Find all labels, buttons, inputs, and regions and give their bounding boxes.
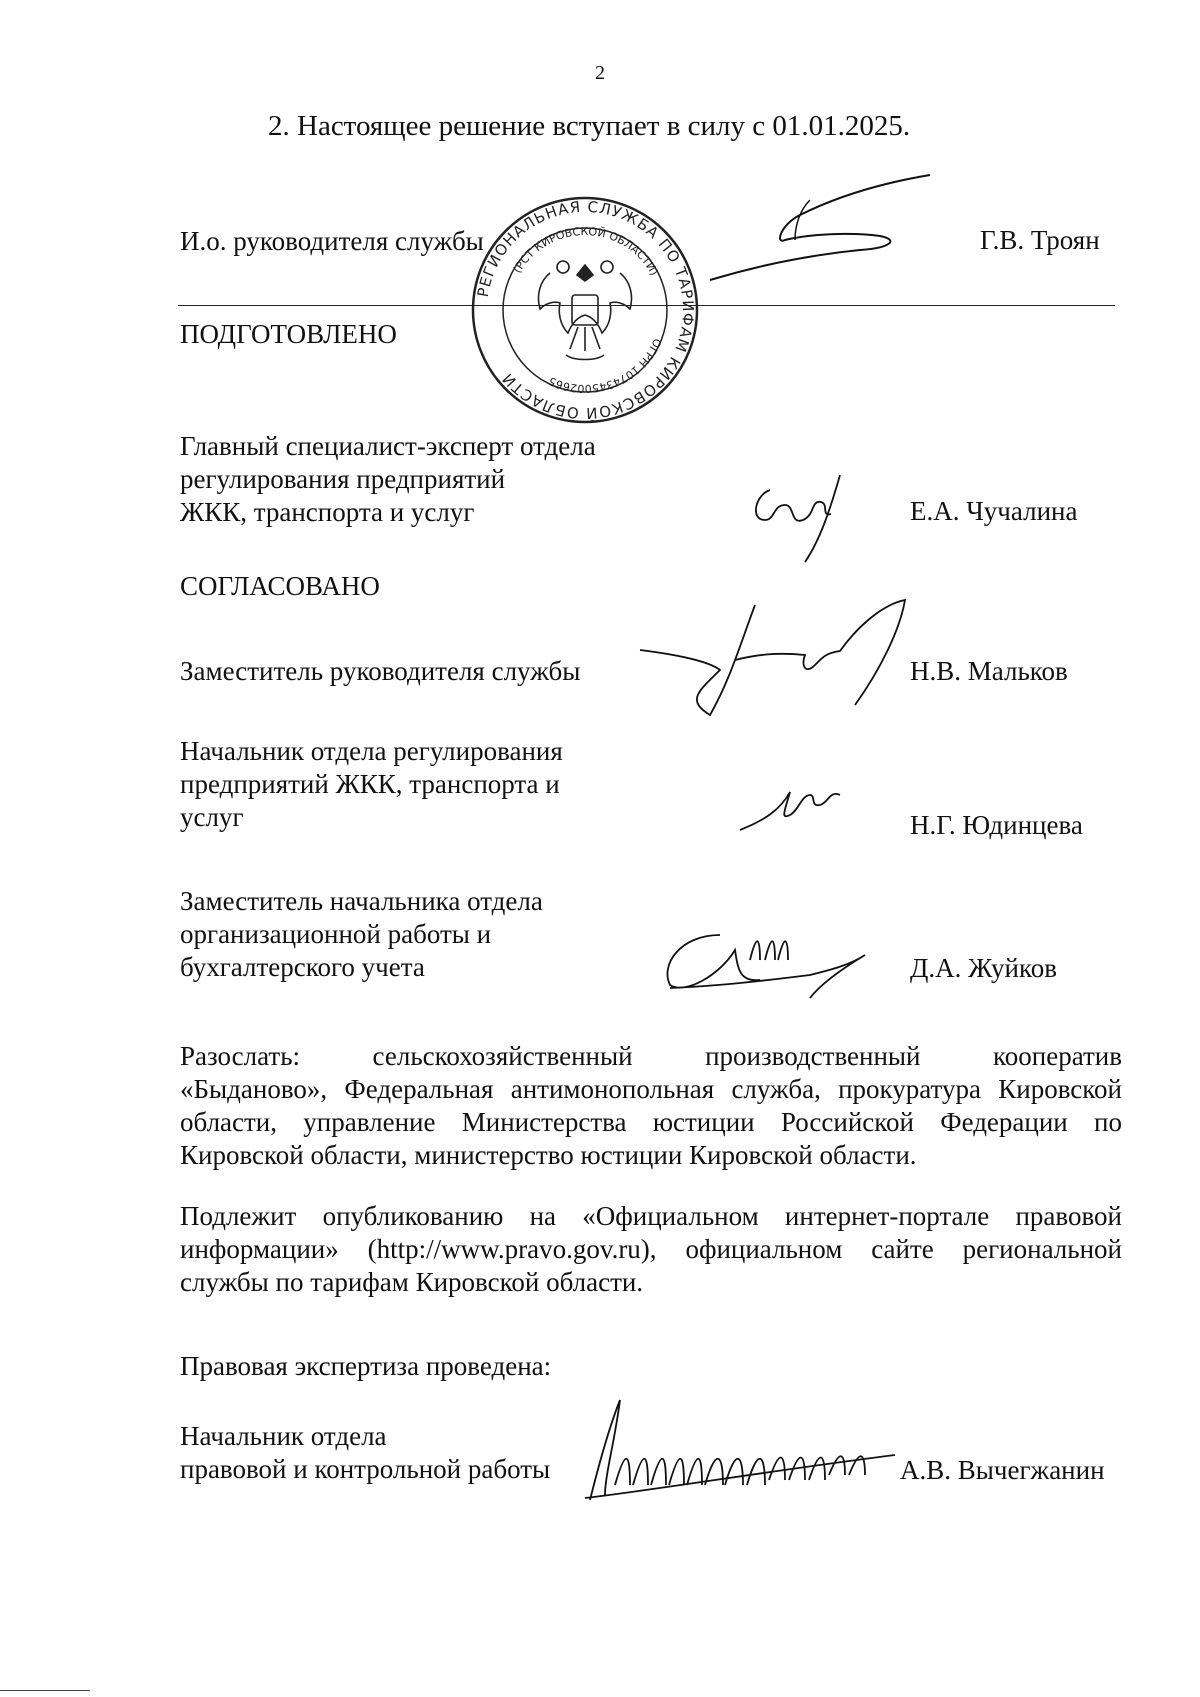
distribution-paragraph (180, 1040, 1122, 1172)
prepared-heading: ПОДГОТОВЛЕНО (180, 319, 397, 349)
agreed-signer-2-role-line-3: услуг (180, 802, 244, 832)
legal-review-name: А.В. Вычегжанин (900, 1455, 1105, 1485)
agreed-signer-3-name: Д.А. Жуйков (910, 953, 1057, 983)
prepared-signature (745, 470, 855, 565)
legal-review-heading: Правовая экспертиза проведена: (180, 1351, 552, 1381)
publication-line-1: Подлежит опубликованию на «Официальном интернет-портале правовой (180, 1201, 1122, 1231)
eagle-emblem-icon (538, 261, 631, 360)
publication-line-3: службы по тарифам Кировской области. (180, 1267, 644, 1297)
page-number: 2 (595, 62, 605, 84)
footer-rule (0, 1690, 90, 1691)
svg-text:(РСТ КИРОВСКОЙ ОБЛАСТИ): (РСТ КИРОВСКОЙ ОБЛАСТИ) (510, 224, 661, 278)
distribution-line-1: Разослать: сельскохозяйственный производственный кооператив (180, 1041, 1122, 1071)
svg-text:ОГРН 1074345002665: ОГРН 1074345002665 (546, 336, 664, 396)
prepared-role-line-1: Главный специалист-эксперт отдела (180, 431, 596, 461)
agreed-signer-2-signature (735, 780, 845, 840)
agreed-signer-2-role-line-2: предприятий ЖКК, транспорта и (180, 769, 560, 799)
agreed-signer-1-name: Н.В. Мальков (910, 656, 1068, 686)
effective-date-clause: 2. Настоящее решение вступает в силу с 01.01.2025. (268, 110, 911, 142)
prepared-name: Е.А. Чучалина (910, 496, 1078, 526)
legal-review-role-line-1: Начальник отдела (180, 1421, 387, 1451)
agreed-signer-3-role-line-1: Заместитель начальника отдела (180, 886, 543, 916)
agreed-signer-1-signature (640, 600, 930, 720)
prepared-role-line-2: регулирования предприятий (180, 464, 506, 494)
agreed-signer-1-role: Заместитель руководителя службы (180, 656, 581, 686)
agreed-signer-3-role-line-2: организационной работы и (180, 919, 492, 949)
agreed-heading: СОГЛАСОВАНО (180, 571, 380, 601)
head-role: И.о. руководителя службы (180, 226, 484, 256)
distribution-line-3: области, управление Министерства юстиции Российской Федерации по (180, 1107, 1122, 1137)
agreed-signer-3-role-line-3: бухгалтерского учета (180, 952, 425, 982)
head-signature (700, 170, 940, 290)
legal-review-signature (575, 1400, 900, 1505)
head-name: Г.В. Троян (980, 225, 1100, 255)
agreed-signer-2-name: Н.Г. Юдинцева (910, 810, 1083, 840)
publication-paragraph (180, 1200, 1122, 1299)
legal-review-role-line-2: правовой и контрольной работы (180, 1454, 551, 1484)
agreed-signer-2-role-line-1: Начальник отдела регулирования (180, 736, 563, 766)
official-seal (470, 195, 700, 425)
svg-text:РЕГИОНАЛЬНАЯ СЛУЖБА ПО ТАРИФАМ: РЕГИОНАЛЬНАЯ СЛУЖБА ПО ТАРИФАМ КИРОВСКОЙ ОБЛАСТИ (473, 197, 698, 423)
distribution-line-4: Кировской области, министерство юстиции Кировской области. (180, 1140, 917, 1170)
agreed-signer-3-signature (660, 920, 900, 1000)
prepared-role-line-3: ЖКК, транспорта и услуг (180, 497, 475, 527)
distribution-line-2: «Быданово», Федеральная антимонопольная служба, прокуратура Кировской (180, 1074, 1122, 1104)
publication-line-2: информации» (http://www.pravo.gov.ru), официальном сайте региональной (180, 1234, 1122, 1264)
